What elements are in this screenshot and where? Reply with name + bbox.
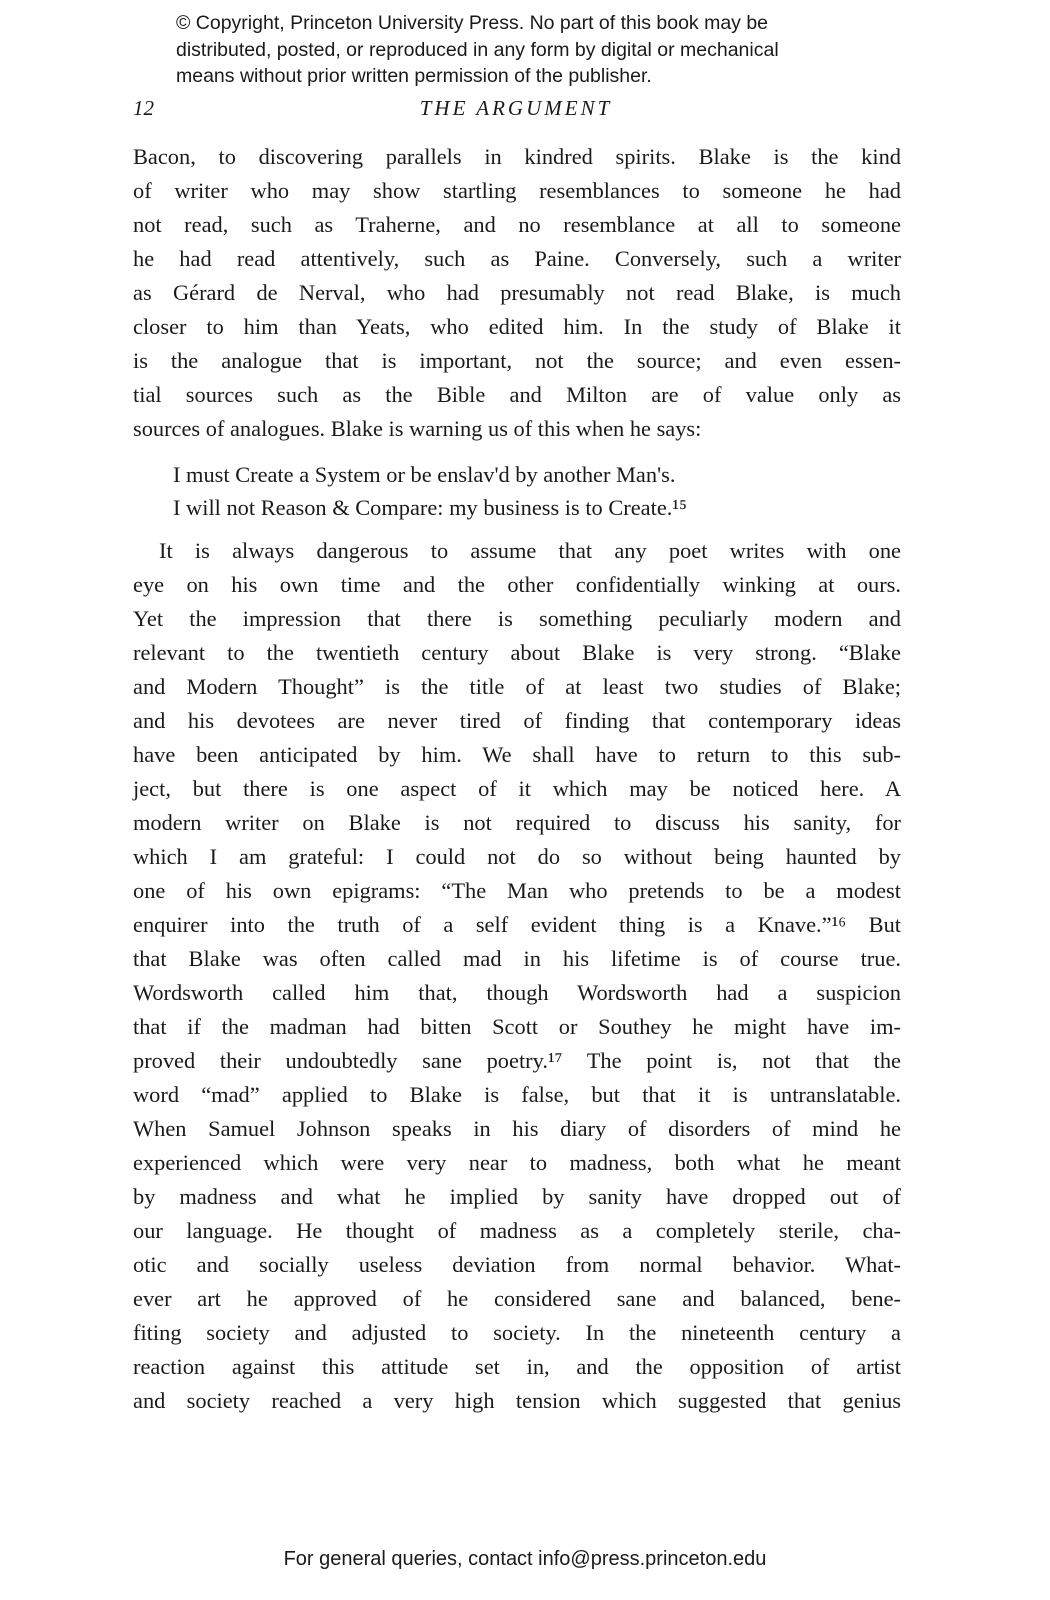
copyright-line: means without prior written permission of the publisher. bbox=[176, 65, 652, 87]
text-line: otic and socially useless deviation from normal behavior. What- bbox=[133, 1252, 901, 1277]
text-line: ever art he approved of he considered sane and balanced, bene- bbox=[133, 1286, 901, 1311]
text-line: and his devotees are never tired of finding that contemporary ideas bbox=[133, 708, 901, 733]
text-line: have been anticipated by him. We shall have to return to this sub- bbox=[133, 742, 901, 767]
text-line: of writer who may show startling resemblances to someone he had bbox=[133, 178, 901, 203]
text-line: modern writer on Blake is not required to discuss his sanity, for bbox=[133, 810, 901, 835]
text-line: one of his own epigrams: “The Man who pretends to be a modest bbox=[133, 878, 901, 903]
text-line: relevant to the twentieth century about Blake is very strong. “Blake bbox=[133, 640, 901, 665]
quote-line: I will not Reason & Compare: my business is to Create.¹⁵ bbox=[173, 495, 687, 520]
text-line: Yet the impression that there is something peculiarly modern and bbox=[133, 606, 901, 631]
text-line: eye on his own time and the other confidentially winking at ours. bbox=[133, 572, 901, 597]
text-line: tial sources such as the Bible and Milton are of value only as bbox=[133, 382, 901, 407]
text-line: which I am grateful: I could not do so without being haunted by bbox=[133, 844, 901, 869]
chapter-title: THE ARGUMENT bbox=[419, 96, 613, 120]
running-head bbox=[133, 96, 899, 126]
text-line: Wordsworth called him that, though Wordsworth had a suspicion bbox=[133, 980, 901, 1005]
text-line: and society reached a very high tension which suggested that genius bbox=[133, 1388, 901, 1413]
text-line: as Gérard de Nerval, who had presumably not read Blake, is much bbox=[133, 280, 901, 305]
copyright-notice bbox=[176, 10, 896, 90]
copyright-line: distributed, posted, or reproduced in any form by digital or mechanical bbox=[176, 38, 779, 61]
text-line: proved their undoubtedly sane poetry.¹⁷ The point is, not that the bbox=[133, 1048, 901, 1073]
text-line: Bacon, to discovering parallels in kindred spirits. Blake is the kind bbox=[133, 144, 901, 169]
text-line: by madness and what he implied by sanity have dropped out of bbox=[133, 1184, 901, 1209]
text-line: enquirer into the truth of a self evident thing is a Knave.”¹⁶ But bbox=[133, 912, 901, 937]
page-number: 12 bbox=[133, 96, 154, 120]
text-line: closer to him than Yeats, who edited him. In the study of Blake it bbox=[133, 314, 901, 339]
footer-contact: For general queries, contact info@press.princeton.edu bbox=[283, 1548, 767, 1570]
text-line: not read, such as Traherne, and no resemblance at all to someone bbox=[133, 212, 901, 237]
copyright-line: © Copyright, Princeton University Press. No part of this book may be bbox=[176, 12, 769, 34]
text-line: reaction against this attitude set in, and the opposition of artist bbox=[133, 1354, 901, 1379]
paragraph-2 bbox=[133, 534, 901, 1418]
paragraph-1 bbox=[133, 140, 901, 446]
text-line: and Modern Thought” is the title of at least two studies of Blake; bbox=[133, 674, 901, 699]
text-line: word “mad” applied to Blake is false, but that it is untranslatable. bbox=[133, 1082, 901, 1107]
text-line: sources of analogues. Blake is warning us of this when he says: bbox=[133, 416, 702, 441]
body-text bbox=[133, 140, 901, 1418]
text-line: When Samuel Johnson speaks in his diary of disorders of mind he bbox=[133, 1116, 901, 1141]
text-line: that Blake was often called mad in his lifetime is of course true. bbox=[133, 946, 901, 971]
text-line: It is always dangerous to assume that any poet writes with one bbox=[159, 538, 901, 563]
text-line: experienced which were very near to madness, both what he meant bbox=[133, 1150, 901, 1175]
text-line: our language. He thought of madness as a completely sterile, cha- bbox=[133, 1218, 901, 1243]
text-line: is the analogue that is important, not the source; and even essen- bbox=[133, 348, 901, 373]
text-line: ject, but there is one aspect of it which may be noticed here. A bbox=[133, 776, 901, 801]
quote-line: I must Create a System or be enslav'd by another Man's. bbox=[173, 462, 676, 487]
text-line: that if the madman had bitten Scott or Southey he might have im- bbox=[133, 1014, 901, 1039]
text-line: fiting society and adjusted to society. In the nineteenth century a bbox=[133, 1320, 901, 1345]
text-line: he had read attentively, such as Paine. Conversely, such a writer bbox=[133, 246, 901, 271]
block-quote bbox=[173, 458, 901, 524]
